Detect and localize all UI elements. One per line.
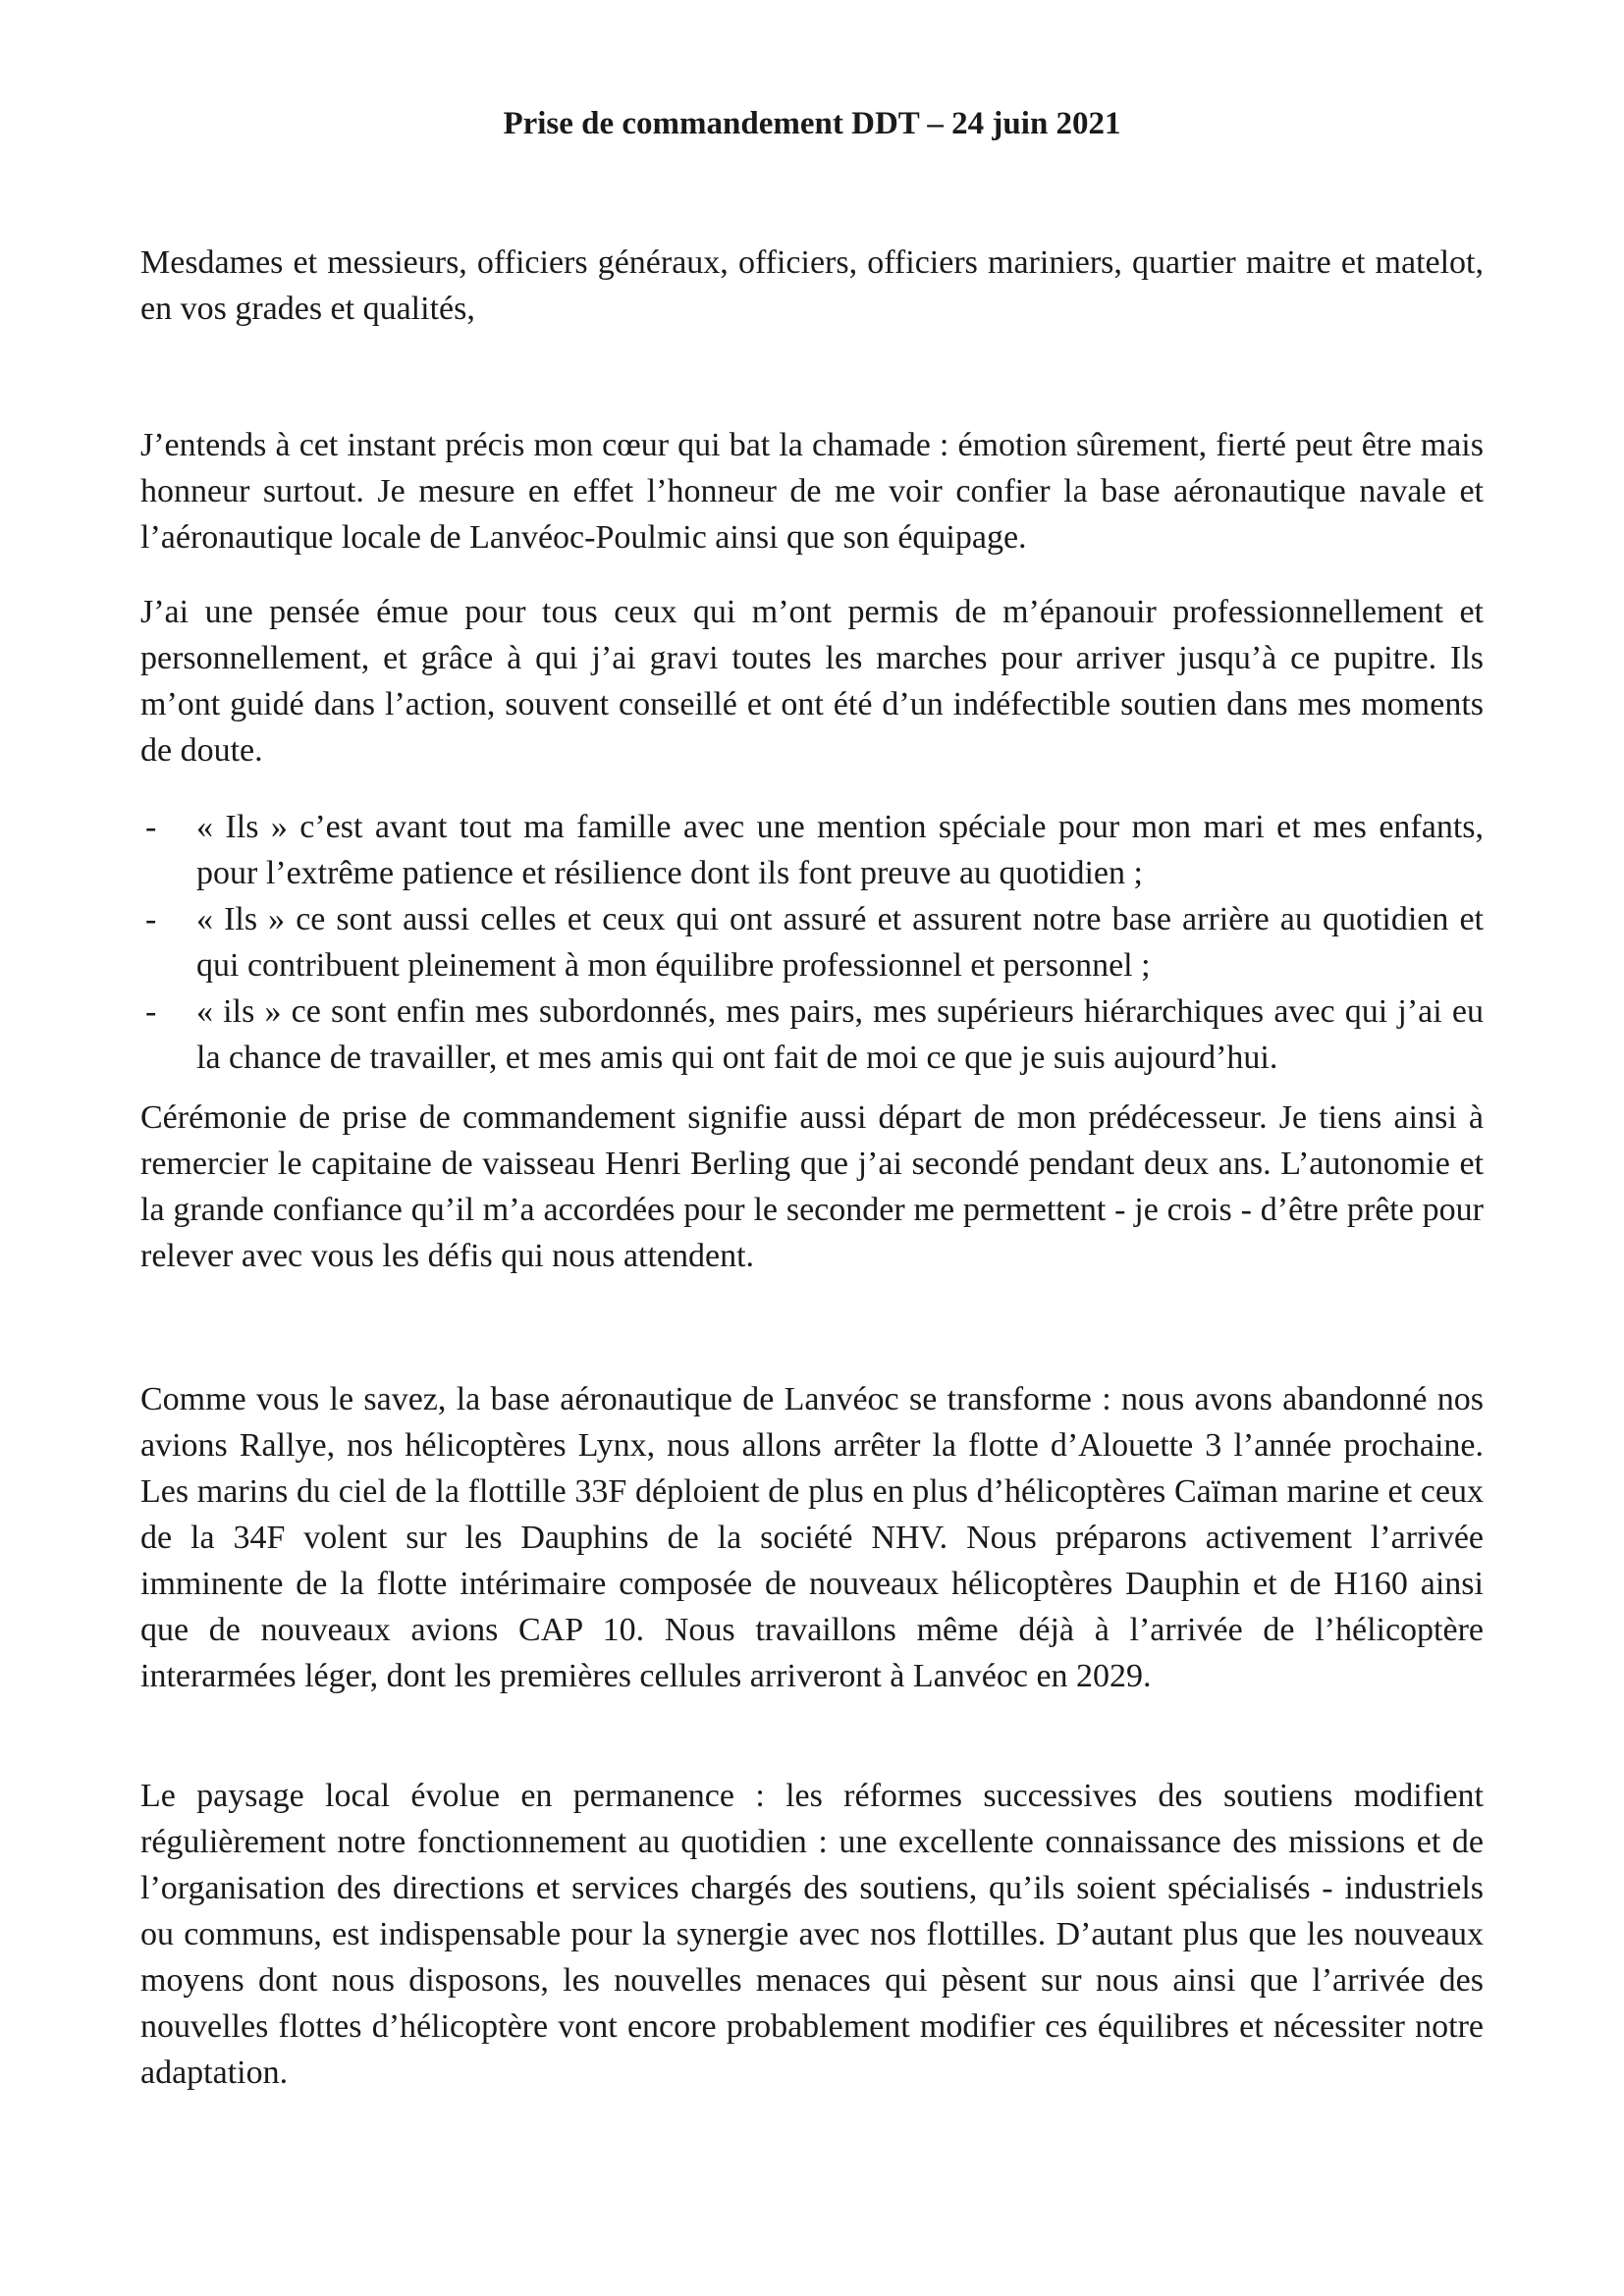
list-item (140, 896, 1484, 988)
list-item (140, 988, 1484, 1081)
paragraph-thanks: J’ai une pensée émue pour tous ceux qui m’ont permis de m’épanouir professionnellement et personnellement, et grâce à qui j’ai gravi toutes les marches pour arriver jusqu’à ce pupitre. Ils m’ont guidé dans l’action, souvent conseillé et ont été d’un indéfectible soutien dans mes moments de doute. (140, 594, 1484, 769)
paragraph-local-landscape: Le paysage local évolue en permanence : les réformes successives des soutiens modifient régulièrement notre fonctionnement au quotidien : une excellente connaissance des missions et de l’organisation des directions et services chargés des soutiens, qu’ils soient spécialisés - industriels ou communs, est indispensable pour la synergie avec nos flottilles. D’autant plus que les nouveaux moyens dont nous disposons, les nouvelles menaces qui pèsent sur nous ainsi que l’arrivée des nouvelles flottes d’hélicoptère vont encore probablement modifier ces équilibres et nécessiter notre adaptation. (140, 1778, 1484, 2091)
bullet-text: « Ils » c’est avant tout ma famille avec une mention spéciale pour mon mari et mes enfants, pour l’extrême patience et résilience dont ils font preuve au quotidien ; (196, 809, 1484, 891)
paragraph-predecessor: Cérémonie de prise de commandement signifie aussi départ de mon prédécesseur. Je tiens ainsi à remercier le capitaine de vaisseau Henri Berling que j’ai secondé pendant deux ans. L’autonomie et la grande confiance qu’il m’a accordées pour le seconder me permettent - je crois - d’être prête pour relever avec vous les défis qui nous attendent. (140, 1099, 1484, 1274)
paragraph-emotion: J’entends à cet instant précis mon cœur qui bat la chamade : émotion sûrement, fierté peut être mais honneur surtout. Je mesure en effet l’honneur de me voir confier la base aéronautique navale et l’aéronautique locale de Lanvéoc-Poulmic ainsi que son équipage. (140, 427, 1484, 556)
bullet-dash: - (145, 993, 157, 1030)
bullet-text: « ils » ce sont enfin mes subordonnés, mes pairs, mes supérieurs hiérarchiques avec qui j’ai eu la chance de travailler, et mes amis qui ont fait de moi ce que je suis aujourd’hui. (196, 993, 1484, 1076)
paragraph-transformation: Comme vous le savez, la base aéronautique de Lanvéoc se transforme : nous avons abandonné nos avions Rallye, nos hélicoptères Lynx, nous allons arrêter la flotte d’Alouette 3 l’année prochaine. Les marins du ciel de la flottille 33F déploient de plus en plus d’hélicoptères Caïman marine et ceux de la 34F volent sur les Dauphins de la société NHV. Nous préparons activement l’arrivée imminente de la flotte intérimaire composée de nouveaux hélicoptères Dauphin et de H160 ainsi que de nouveaux avions CAP 10. Nous travaillons même déjà à l’arrivée de l’hélicoptère interarmées léger, dont les premières cellules arriveront à Lanvéoc en 2029. (140, 1381, 1484, 1694)
bullet-dash: - (145, 809, 157, 845)
bullet-dash: - (145, 901, 157, 937)
bullet-text: « Ils » ce sont aussi celles et ceux qui ont assuré et assurent notre base arrière au quotidien et qui contribuent pleinement à mon équilibre professionnel et personnel ; (196, 901, 1484, 984)
salutation-paragraph: Mesdames et messieurs, officiers généraux, officiers, officiers mariniers, quartier maitre et matelot, en vos grades et qualités, (140, 244, 1484, 327)
list-item (140, 804, 1484, 896)
document-title: Prise de commandement DDT – 24 juin 2021 (503, 106, 1121, 141)
